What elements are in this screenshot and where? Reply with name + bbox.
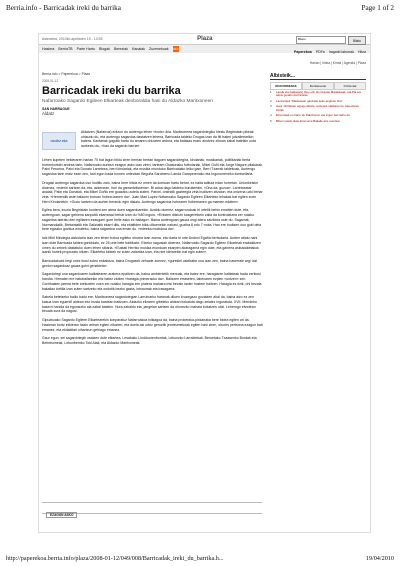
sidebar-item-link[interactable]: Landa eta Gaiketa(e) Ibeo utzi dio Grande Marlaskeak, eta Pla ere adeis gerattu da Paristen [276,90,362,98]
article-paragraph: Egilea bera, inuxia Begiristain kontent zen atera duen sagardoarekin. Azaldu duenez, sagarrondoak bi urtetik behin emaiten dute, eta, aurtengoan, sagar gehiena kanpotik ekarrarazi behar izan du %80 inguru. «Entsten ditzuzn kasgeretkein zaila da kontrolatzea zer nolako sagardoa ateratu den egiltaren ezaugarri gure helle asko ez baitago». Baina aurtengoan gauza ongi atera zaizkiola uste du. Sagarrak, Normandiatik, Bretainiatik eta Galiziatik ekarri ditu, eta ekaitiden bildu dituenekin nahasi, guztira 8 edo 7 mota. Han ere irudtzen oso gold deia bere egiazko guztiua emateko, baina sagardoa ona eman du. «edeeka modukoa da». [42,208,262,232]
tag-ezagun-asko[interactable]: EZAGUN ASKO [46,512,77,518]
article-location: Aldatz [42,111,55,116]
sidebar-item-link[interactable]: Gaur 19:00etan egingo dituzte ontzepuli mikitaren bo zateuriaren irikrak [276,104,360,112]
article-paragraph: Sagardotegi ona sagardoaren kalitatearen arabera epaitzen da, baina ambientetik menuak, eta batez ere, haragiaren kalitateak bada zerikusi handia. Hirmalen ere batuballarekin eliz batez ziotien «haragia primeracko da». Balizzen erraseten, labecaren ezpien «untzen» zen. Gorrituaken jarena bete arekuxten zuen zer-nolako haragia zen platera mahaira irtsi bezain laster hustem baitzen. Haragia ez ezik, ohi bezala bakailao tortilla izan zuten sartzeko eta ondotik bezko gazta, intxaurrak eta irasagarra. [42,272,262,291]
breadcrumb[interactable]: Berria.info > Paperekoa > Plaza [42,72,91,76]
tag-bar [42,502,262,517]
nav-hasiera[interactable]: Hasiera [42,47,55,51]
article-paragraph: Iaiz Miel Mindegia aizkolaria izan zen lehen botoa egileko ohorea izan zuena, eta duela bi urte Andoni Egaña bertsolaria. Aurten atlatu nahi izan dute Barricada taldea gonbidatu, ez 25 urte bete baitituzte. Etxeko nagusiak dioenez, Nafarroako Sagardo Egileen Elkarteak erabakitzen omen du zeinek dastatuko duen lehen sibaria. «Eustati Herriko musika munduan ekarpen akaragarria egin dute, eta gainera askusiaketakok izanik horiek propozatu nituen. Elkarteko kideek ez zuten zalantza izan, eta nire ideiarekin bat egin zuten». [42,236,261,255]
sidebar-item-number: 2 [270,98,272,103]
article-paragraph: Gipuzkoako Sagardo Egileen Elkartearekin konparatuz Nafarroakoa txikiagoa da, baina prokeraka-pixkanaka bere bidea egiten ari da. Hasieran bortz inikieran hasin ariean egiten zituzten, eta duela asi urtez geroztik jendeumekoak egiten hasi ziren, ohores pertsona ezagun bati emanez, eta ekitaldiari oihartzun gehiago emanez. [42,318,263,332]
sidebar-item-number: 4 [270,113,272,118]
section-title: Plaza [197,36,213,42]
web-page [38,33,371,533]
article-author: SAN HARRAGUE [42,107,70,111]
current-date: Asteartea, 2010ko apirilaren 19 - 13:55 [42,37,103,41]
print-title: Berria.info - Barricadak ireki du barrika [6,4,121,12]
nav-blogak[interactable]: Blogak [98,47,110,51]
article-paragraph: Gaur egun, sei sagardotegik osatzen dute elkartea, Lesakako Lindduurenbordak, Lekunzko Larraldekak, Beruetako Txaasenko Bordak eta Behetsoneak, Lekunberriko Toki Alak, eta Aldazko Maritxoneak. [42,336,257,345]
search-button[interactable]: Bilatu [348,36,366,45]
sidebar-item[interactable] [270,120,366,123]
print-date: 19/04/2010 [365,555,394,562]
article-paragraph: Sabela betetzeko bailio badu ere, Maritxoneea sagardotegian Larruinarko haranak diluen kruzegazo gozatzen ahal da, baina aizo ez zen kasua izan egueniñ aldean eiur busta bastean baitzuen. Aldazko elizaren gibeleko aldean kokatuta dago zelaiez inguratuta. XVII. Mendeko baserri handia da egunsizko ala zabal batekin. Hura zabaldu eta, jangelan sartzen da ohorezko mahaia kokatzen uitzi. Leherngo elvwtean beuala zura da nagusi. [42,295,257,314]
nav-berriatb[interactable]: BerriaTB [58,47,73,51]
article-lead: Nafarroako Sagardo Egileen Elkarteak denboraldia hasi du Aldazko Maritxoneen [42,99,213,104]
sidebar-tabs [270,82,366,90]
print-header [6,4,394,16]
sidebar-item-link[interactable]: Lanzarotek "Maskotean gauzatei asko angitutu dira" [276,98,343,103]
nav-zuzenekoak[interactable]: Zuzenekoak [148,47,169,51]
article-paragraph: Drogasi aurtengo sagardoa oso irudiltu zaio, baina bere iritzia ez omen da kontuan hartu behar, ez baita adituia edan horretan. Unionkeiskn dioenez, «ederin sartzen da, eta, azkenean, hori da garrantzitsuena». Bi adoa dago taldeko burukeriain. «Ona da, guzoa». Larretxeatar anaiak, Patxi eta Donatok, eta Mikel Goñik ere guazabu zutela ziaten. Patxiri, oraindik gazteegia zela iruditzen zitzaion, eta onizena uzki behar zela. «Hemendik aste batzuen buruan hobea izanen da». Juan Mari Lopez Nafarroako Sagardo Egileen Elkarteko lehakak bat egiten zuen Herri Kirolariekin. «Guxu sartzeu da aurten berardu egin dislaiu. Aurtengo sagardoa hobearen hobereanen ga mamen edaten». [42,180,263,204]
sidebar-item-number: 5 [270,118,272,123]
tab-hitza[interactable]: Hitza [358,50,366,54]
sidebar-title: Albisteik... [270,73,366,80]
search-input[interactable]: Bilatu [296,36,346,44]
article-date: 2008-01-12 [42,79,59,83]
article-paragraph: Barricadakoek begi onez ikusi zuten eskaintza, baina Drogasek zehazte zuenez, «gurekiel ustekabe ona izan zen, baina haserrale argi utzi genion sagardoaz gauza gutxi genekiela». [42,258,258,268]
right-tabs [294,50,366,54]
tab-paperekoa[interactable]: Paperekoa [294,50,312,54]
tab-iragarki-laburrak[interactable]: Iragarki laburrak [328,50,355,54]
tab-pdfa[interactable]: PDFa [315,50,325,54]
article-paragraph: Lehen kupelen irekieraren harian 70 bat lagun bildu ziren herrian bertan dagoen sagardotegira, kirolariak, musikariak, politikariak berta hurrenkortdin andrea tarin. Nafarroako aurkezi ezagun asko izan ziren, tarteam Osasunako futbolariak, Mikel Goñi eta Jorge Nagore ptiakarak, Patxi Peruena, Patxi eta Donato Larretxea, herri kirolariak, eta musika munduko Barricadako leiko gain, Berri Txarrak taldekoak, Aurtengo sagardoa tarin maiz ezan zen, hari egon bada homen ordezkari Begoña Sarobemo Landa Garaperenako eta Ingurumeneko kontseilaria. [42,158,263,177]
sidebar-item[interactable] [270,100,366,103]
sidebar-list [270,91,366,125]
nav-kanalak[interactable]: Kanalak [131,47,145,51]
print-page-number: Page 1 of 2 [361,4,394,12]
tab-irakurrienak[interactable]: IRAKURRIENAK [270,82,302,90]
nav-bereziak[interactable]: Bereziak [113,47,128,51]
search-box [296,36,366,45]
sidebar-item[interactable] [270,114,366,117]
nav-parte-hartu[interactable]: Parte Hartu [76,47,95,51]
article-intro: Aldatzen (Nafarroa) eritzun du aurtengo lehen «txotx»-ikia. Maritxoneea sagardotegiko hiesiu Begiristain pikeak ohiaudu du, eta aurtengo sagardoa dastatzen lehena, Barricada taldeko Drogas izan da fiti baterí jotzaileearikin batera. Kantariak gogotik hartu du amaren ohizaren ardura, eta batasas eraru ahotzez zihoan zabal bateikin uota aurkeztu du, «hau da sagardo barria». [81,130,256,149]
sidebar-item[interactable] [270,105,366,112]
section-links[interactable]: Harian | Iritzia | Kirola | Agenda | Plaza [309,61,366,65]
article-main [42,72,264,116]
article-body [42,158,263,350]
sidebar-item-number: 3 [270,104,272,109]
tab-iritzidunak[interactable]: Iritzidunak [334,82,366,90]
article-title: Barricadak ireki du barrika [42,85,181,97]
article-image: ossiloz.eka [42,132,76,150]
rss-icon[interactable]: RSS [172,47,179,51]
tab-bozkatuenak[interactable]: Bozkatuenak [302,82,334,90]
sidebar-item[interactable] [270,91,366,98]
sidebar-item-link[interactable]: Ezia batek eu hartu du Dabiziunen eta ingun bat zarhu da [276,113,350,118]
sidebar-item-link[interactable]: Bihar mektio duke Errexuma Bakaile aire erentiua [276,118,340,123]
print-url: http://paperekoa.berria.info/plaza/2008-01-12/049/008/Barricadak_ireki_du_barrika.h... [6,555,224,562]
sidebar-item-number: 1 [270,90,272,94]
print-footer [6,555,394,565]
